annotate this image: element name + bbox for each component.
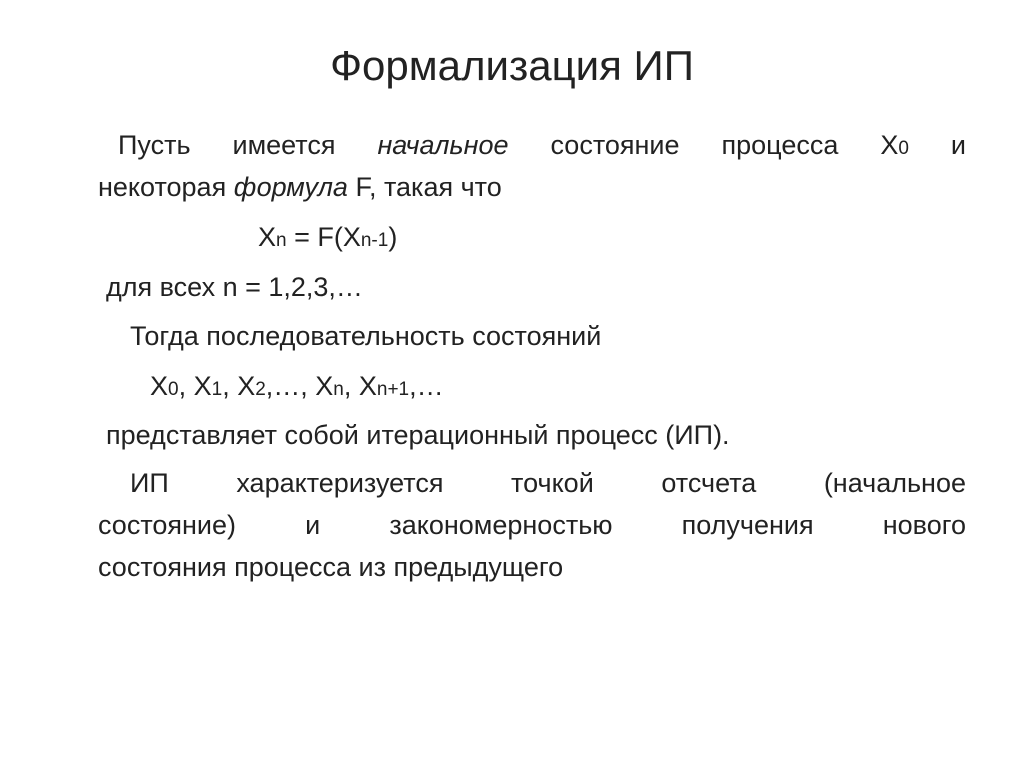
paragraph-3-line-2: состояние) и закономерностью получения нового — [98, 510, 966, 540]
for-all-n-text: для всех n = 1,2,3,… — [106, 272, 363, 302]
word: имеется — [232, 130, 336, 160]
word: и — [950, 130, 966, 160]
recurrence-formula: Xn = F(Xn-1) — [258, 222, 398, 252]
emphasis-word: формула — [233, 172, 348, 202]
represents-text: представляет собой итерационный процесс (ИП). — [106, 420, 730, 450]
variable-x0: X0 — [880, 130, 909, 160]
paragraph-1-line-2: некоторая формула F, такая что — [98, 172, 502, 202]
then-sequence-text: Тогда последовательность состояний — [130, 321, 602, 351]
paragraph-1-line-1 — [118, 128, 966, 166]
slide-title: Формализация ИП — [330, 42, 694, 89]
paragraph-3-line-1: ИП характеризуется точкой отсчета (начальное — [130, 468, 966, 498]
word: Пусть — [118, 130, 191, 160]
state-sequence: X0, X1, X2,…, Xn, Xn+1,… — [150, 371, 444, 401]
word: процесса — [721, 130, 839, 160]
emphasis-word: начальное — [377, 130, 509, 160]
paragraph-3-line-3: состояния процесса из предыдущего — [98, 552, 564, 582]
word: состояние — [550, 130, 680, 160]
